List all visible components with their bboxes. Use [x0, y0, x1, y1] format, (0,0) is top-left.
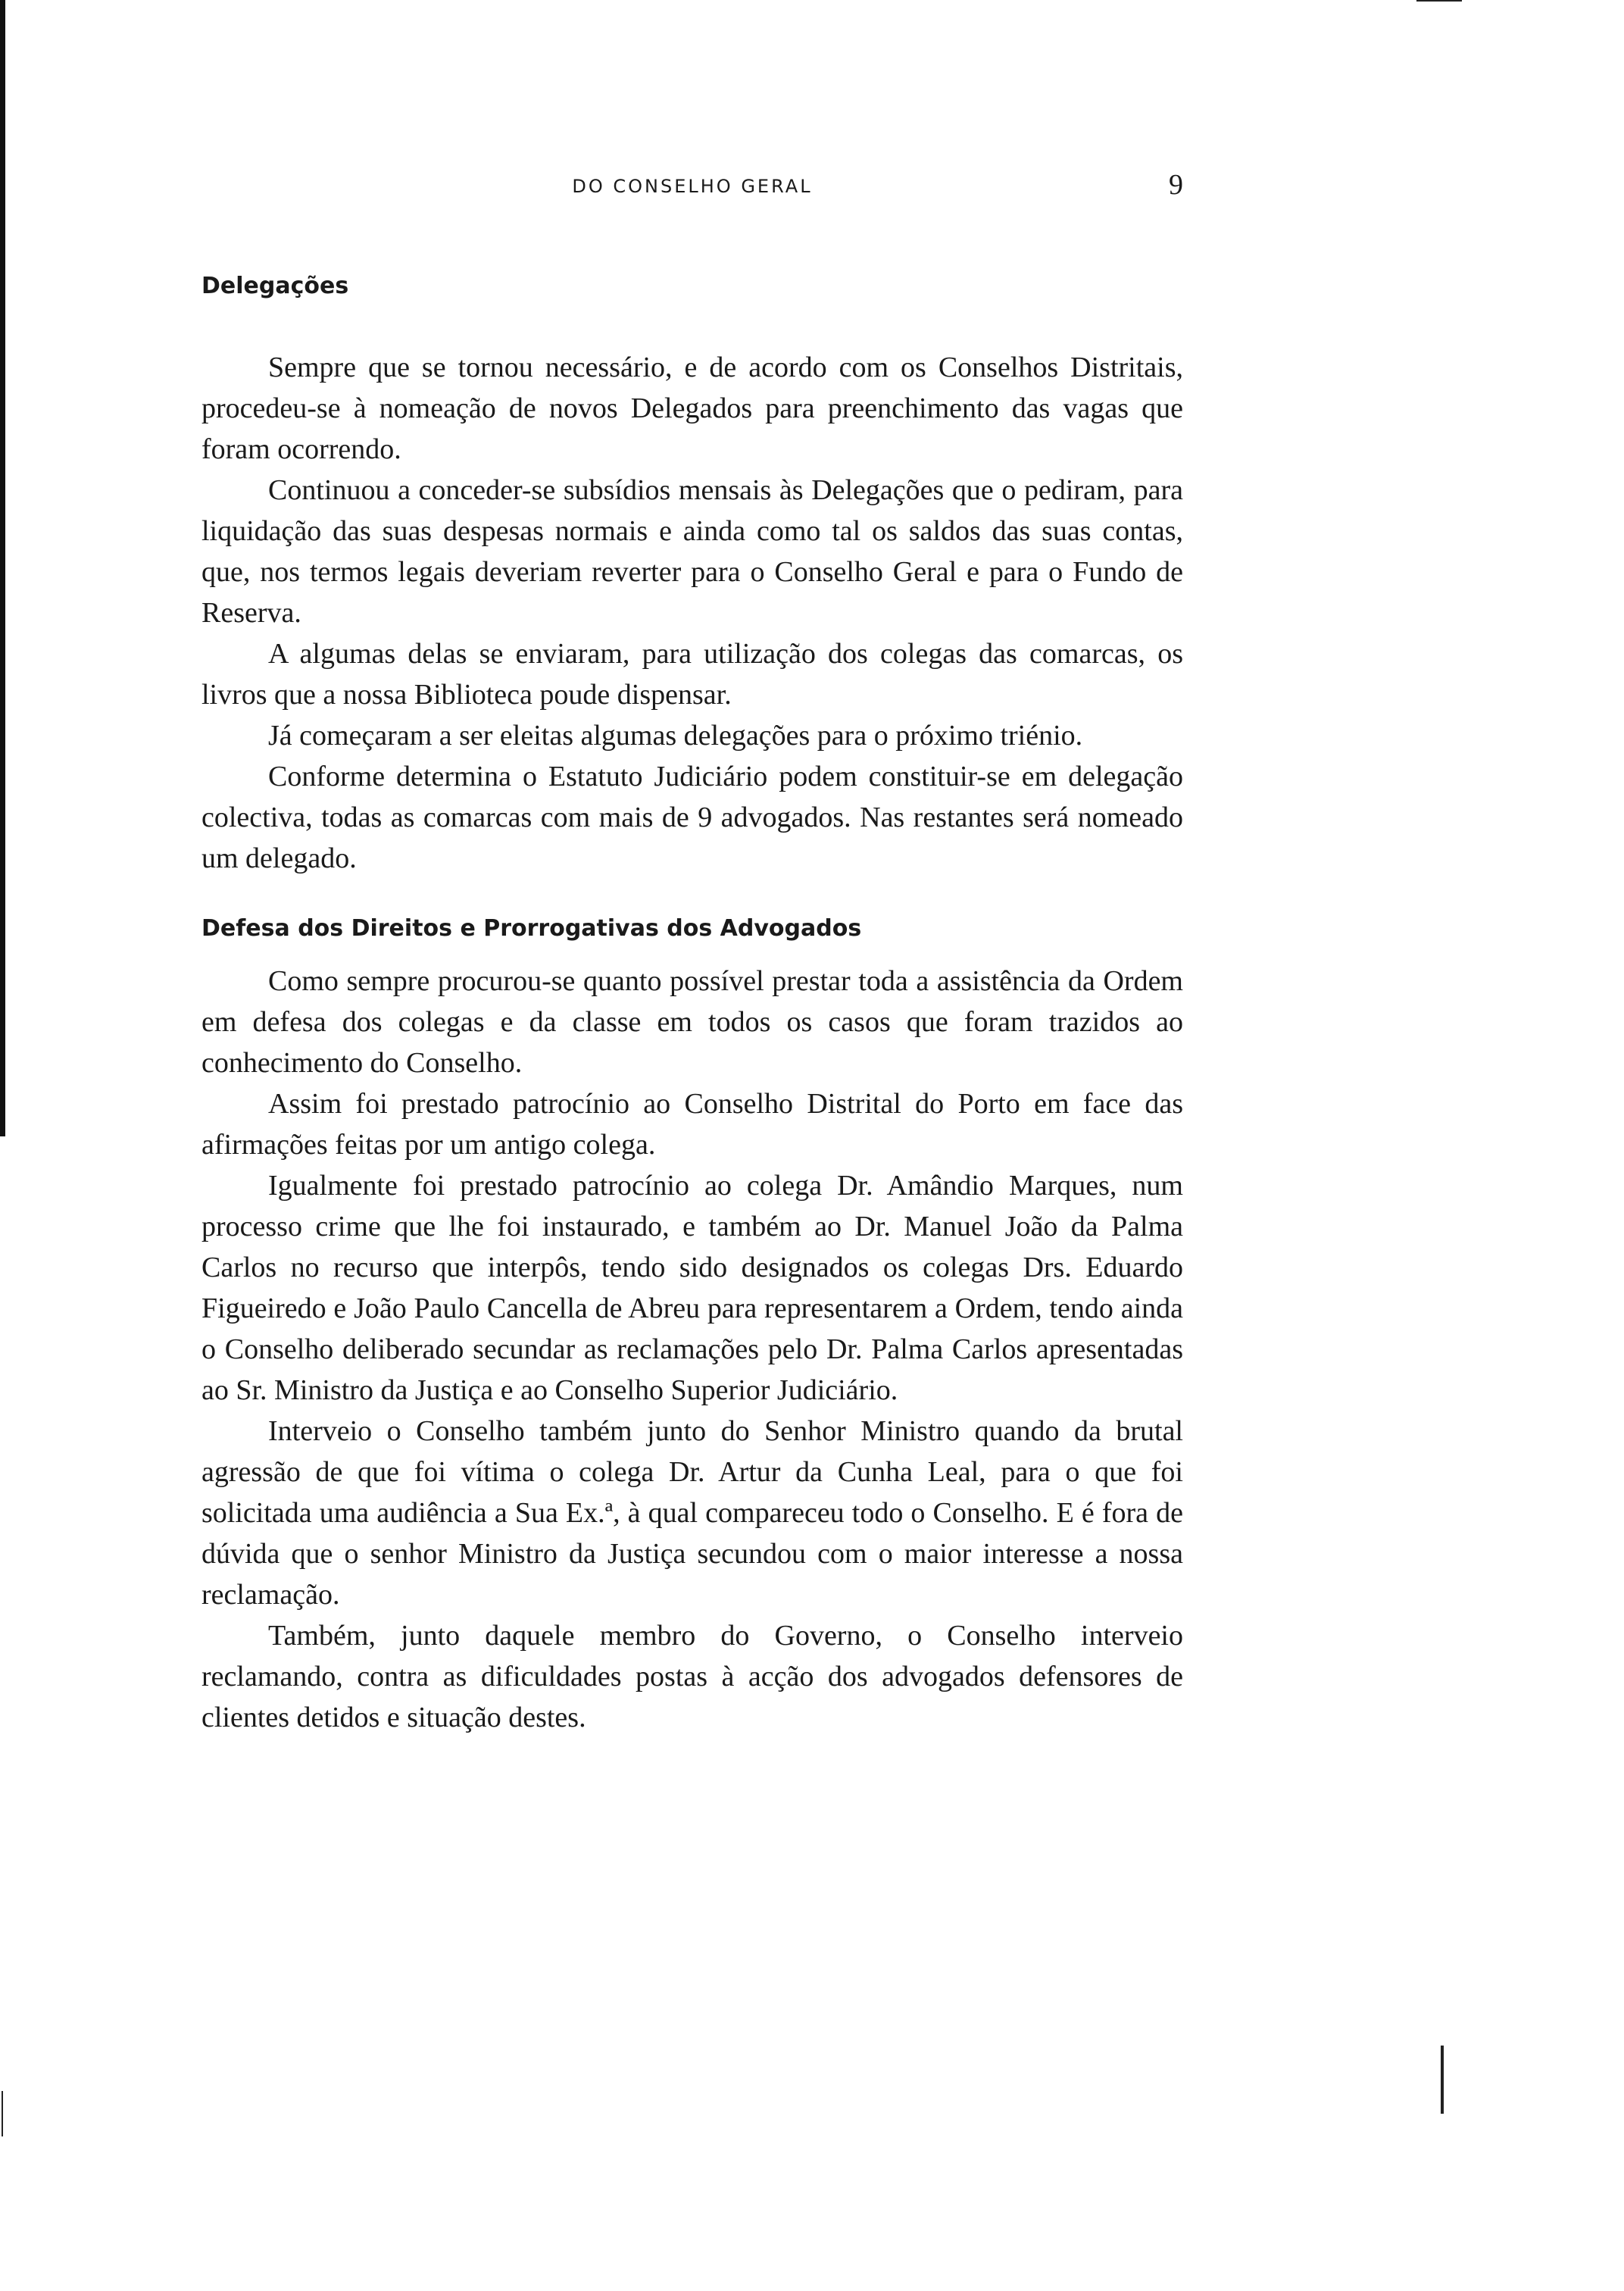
- paragraph: Continuou a conceder-se subsídios mensais às Delegações que o pediram, para liquidação das suas despesas normais e ainda como tal os saldos das suas contas, que, nos termos legais deveriam reverter para o Conselho Geral e para o Fundo de Reserva.: [201, 474, 1183, 629]
- page-body: [201, 273, 1183, 1738]
- paragraph: Também, junto daquele membro do Governo, o Conselho interveio reclamando, contra as dificuldades postas à acção dos advogados defensores de clientes detidos e situação destes.: [201, 1620, 1183, 1733]
- page-header: [201, 171, 1183, 202]
- scan-mark: [1416, 0, 1462, 2]
- running-title: DO CONSELHO GERAL: [572, 176, 813, 197]
- section-heading-defesa: Defesa dos Direitos e Prorrogativas dos Advogados: [201, 915, 862, 942]
- scan-mark: [2, 2091, 3, 2136]
- page-number: 9: [1169, 169, 1183, 201]
- scan-left-edge: [0, 0, 5, 1136]
- paragraph: Interveio o Conselho também junto do Senhor Ministro quando da brutal agressão de que foi vítima o colega Dr. Artur da Cunha Leal, para o que foi solicitada uma audiência a Sua Ex.ª, à qual compareceu todo o Conselho. E é fora de dúvida que o senhor Ministro da Justiça secundou com o maior interesse a nossa reclamação.: [201, 1415, 1183, 1611]
- section-heading-delegacoes: Delegações: [201, 273, 349, 299]
- paragraph: Conforme determina o Estatuto Judiciário podem constituir-se em delegação colectiva, todas as comarcas com mais de 9 advogados. Nas restantes será nomeado um delegado.: [201, 761, 1183, 874]
- paragraph: Como sempre procurou-se quanto possível prestar toda a assistência da Ordem em defesa dos colegas e da classe em todos os casos que foram trazidos ao conhecimento do Conselho.: [201, 965, 1183, 1079]
- paragraph: Já começaram a ser eleitas algumas delegações para o próximo triénio.: [268, 720, 1083, 752]
- paragraph: A algumas delas se enviaram, para utilização dos colegas das comarcas, os livros que a nossa Biblioteca poude dispensar.: [201, 638, 1183, 711]
- paragraph: Sempre que se tornou necessário, e de acordo com os Conselhos Distritais, procedeu-se à nomeação de novos Delegados para preenchimento das vagas que foram ocorrendo.: [201, 352, 1183, 465]
- scan-mark: [1441, 2046, 1444, 2114]
- paragraph: Igualmente foi prestado patrocínio ao colega Dr. Amândio Marques, num processo crime que lhe foi instaurado, e também ao Dr. Manuel João da Palma Carlos no recurso que interpôs, tendo sido designados os colegas Drs. Eduardo Figueiredo e João Paulo Cancella de Abreu para representarem a Ordem, tendo ainda o Conselho deliberado secundar as reclamações pelo Dr. Palma Carlos apresentadas ao Sr. Ministro da Justiça e ao Conselho Superior Judiciário.: [201, 1170, 1183, 1406]
- paragraph: Assim foi prestado patrocínio ao Conselho Distrital do Porto em face das afirmações feitas por um antigo colega.: [201, 1088, 1183, 1161]
